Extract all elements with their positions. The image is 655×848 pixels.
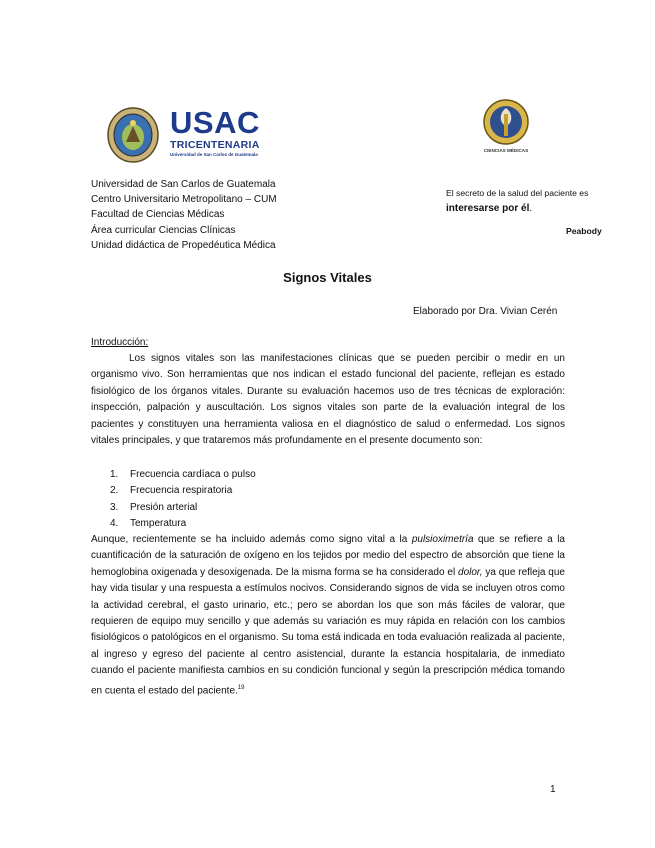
quote-emphasis: interesarse por él [446,203,530,214]
body-paragraph: Aunque, recientemente se ha incluido además como signo vital a la pulsioximetría que se refiere a la cuantificación de la saturación de oxígeno en los tejidos por medio del espectro de absorción que tiene la hemoglobina oxigenada y desoxigenada. De la misma forma se ha considerado el dolor, ya que refleja que hay vida tisular y una respuesta a estímulos nocivos. Considerando signos de vida se incluyen otros como la actividad cerebral, el gasto urinario, etc.; pero se abordan los que son más fáciles de valorar, que requieren de equipo muy sencillo y que además su variación es muy rápida en relación con los cambios fisiológicos o patológicos en el organismo. Su toma está indicada en toda evaluación realizada al paciente, al ingreso y egreso del paciente al centro asistencial, durante la estancia hospitalaria, de inmediato cuando el paciente manifiesta cambios en su condición funcional y según la prescripción médica tomando en cuenta el estado del paciente.$^{19}$ [91,534,565,696]
quote-end: . [529,203,533,214]
intro-paragraph: Los signos vitales son las manifestaciones clínicas que se pueden percibir o medir en un organismo vivo. Son herramientas que nos indican el estado funcional del paciente, reflejan es estado fisiológico de los órganos vitales. Durante su evaluación hacemos uso de tres técnicas de exploración: inspección, palpación y auscultación. Los signos vitales son parte de la evaluación integral de los pacientes y constituyen una herramienta valiosa en el diagnóstico de salud o enfermedad. Los signos vitales principales, y que trataremos más profundamente en el presente documento son: [91,353,565,447]
usac-tagline: Universidad de San Carlos de Guatemala [170,152,258,157]
address-line: Facultad de Ciencias Médicas [91,209,225,221]
quote-author: Peabody [566,226,602,236]
address-line: Universidad de San Carlos de Guatemala [91,179,276,190]
list-item: 1. Frecuencia cardíaca o pulso [110,469,256,480]
page-number: 1 [550,784,556,795]
usac-subtitle: TRICENTENARIA [170,139,260,151]
ciencias-medicas-seal-icon [474,94,538,158]
emphasis-pulsioximetria: pulsioximetría [411,534,474,545]
list-item: 3. Presión arterial [110,501,198,513]
emphasis-dolor: dolor, [458,566,483,578]
usac-wordmark: USAC [170,105,260,140]
list-item: 2. Frecuencia respiratoria [110,485,233,497]
seal-label: CIENCIAS MÉDICAS [483,148,529,153]
document-title: Signos Vitales [283,270,372,285]
address-line: Unidad didáctica de Propedéutica Médica [91,239,276,251]
address-line: Centro Universitario Metropolitano – CUM [91,194,277,206]
vital-signs-list [110,467,256,533]
quote-line-2 [446,203,532,214]
footnote-reference: 19 [237,684,245,691]
usac-logo [106,106,286,164]
address-line: Área curricular Ciencias Clínicas [91,224,236,236]
list-item: 4. Temperatura [110,518,187,530]
document-author: Elaborado por Dra. Vivian Cerén [413,306,558,317]
section-heading: Introducción: [91,337,149,348]
institution-address [91,177,277,253]
usac-seal-icon [106,106,160,164]
quote-line-1: El secreto de la salud del paciente es [446,188,589,198]
